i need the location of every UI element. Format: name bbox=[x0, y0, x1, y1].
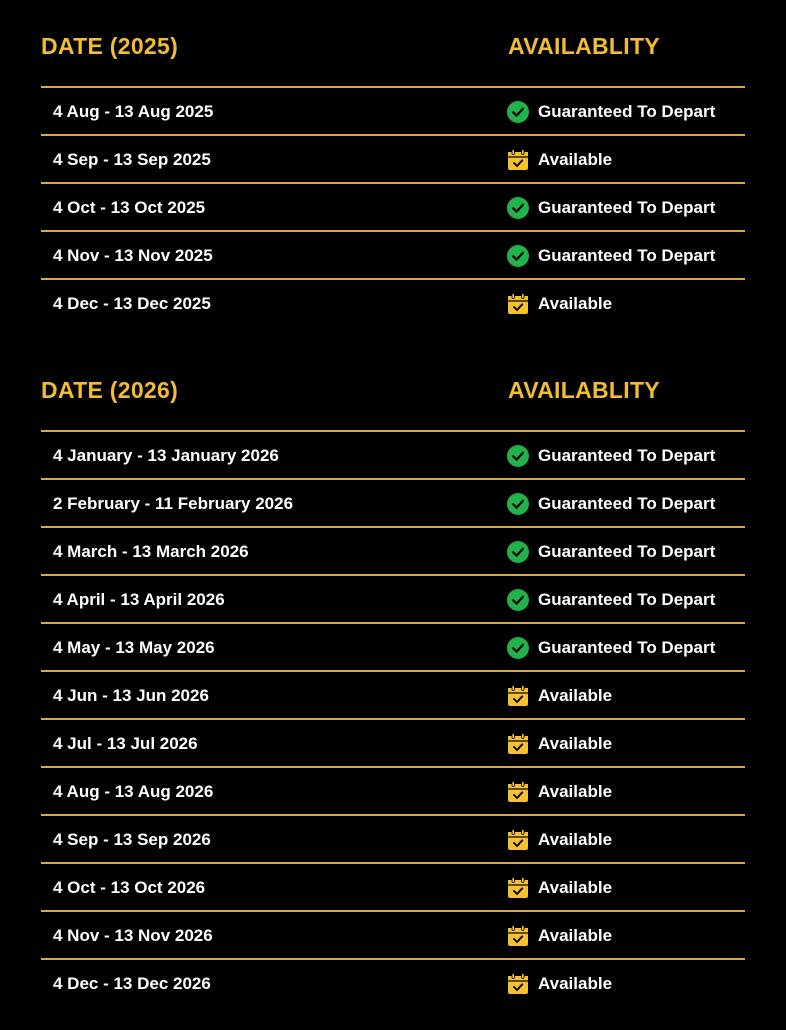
availability-column-heading: AVAILABLITY bbox=[508, 33, 660, 59]
table-row bbox=[41, 136, 745, 184]
table-row bbox=[41, 960, 745, 1008]
calendar-check-icon bbox=[507, 733, 529, 755]
departure-date-range: 4 Oct - 13 Oct 2025 bbox=[53, 198, 206, 217]
availability-status bbox=[507, 876, 612, 900]
table-row bbox=[41, 88, 745, 136]
table-row bbox=[41, 184, 745, 232]
table-row bbox=[41, 280, 745, 328]
departure-date-range: 4 Aug - 13 Aug 2025 bbox=[53, 102, 214, 121]
check-circle-icon bbox=[507, 637, 529, 659]
availability-label: Available bbox=[538, 734, 613, 753]
table-row bbox=[41, 720, 745, 768]
availability-status bbox=[507, 636, 715, 660]
availability-label: Guaranteed To Depart bbox=[538, 590, 716, 609]
table-row bbox=[41, 912, 745, 960]
table-row bbox=[41, 528, 745, 576]
check-circle-icon bbox=[507, 445, 529, 467]
availability-status bbox=[507, 972, 612, 996]
table-rows bbox=[41, 88, 745, 328]
calendar-check-icon bbox=[507, 925, 529, 947]
calendar-check-icon bbox=[507, 685, 529, 707]
departure-date-range: 4 Dec - 13 Dec 2025 bbox=[53, 294, 211, 313]
availability-label: Available bbox=[538, 830, 613, 849]
availability-label: Available bbox=[538, 150, 613, 169]
departure-date-range: 4 May - 13 May 2026 bbox=[53, 638, 215, 657]
availability-status bbox=[507, 540, 715, 564]
availability-status bbox=[507, 684, 612, 708]
table-row bbox=[41, 864, 745, 912]
availability-column-heading: AVAILABLITY bbox=[508, 377, 660, 403]
departure-date-range: 4 Sep - 13 Sep 2026 bbox=[53, 830, 211, 849]
table-row bbox=[41, 624, 745, 672]
availability-label: Available bbox=[538, 294, 613, 313]
availability-label: Guaranteed To Depart bbox=[538, 198, 716, 217]
departure-date-range: 4 Jul - 13 Jul 2026 bbox=[53, 734, 198, 753]
date-column-heading: DATE (2026) bbox=[41, 377, 179, 403]
check-circle-icon bbox=[507, 245, 529, 267]
availability-label: Guaranteed To Depart bbox=[538, 542, 716, 561]
calendar-check-icon bbox=[507, 877, 529, 899]
availability-status bbox=[507, 292, 612, 316]
departure-date-range: 4 Nov - 13 Nov 2025 bbox=[53, 246, 213, 265]
departure-date-range: 4 Dec - 13 Dec 2026 bbox=[53, 974, 211, 993]
availability-label: Guaranteed To Depart bbox=[538, 246, 716, 265]
calendar-check-icon bbox=[507, 293, 529, 315]
availability-status bbox=[507, 828, 612, 852]
availability-status bbox=[507, 924, 612, 948]
availability-status bbox=[507, 196, 715, 220]
table-header bbox=[41, 344, 745, 432]
departure-date-range: 4 Oct - 13 Oct 2026 bbox=[53, 878, 206, 897]
availability-label: Available bbox=[538, 686, 613, 705]
departure-date-range: 4 January - 13 January 2026 bbox=[53, 446, 279, 465]
availability-label: Available bbox=[538, 782, 613, 801]
check-circle-icon bbox=[507, 197, 529, 219]
departure-date-range: 4 Aug - 13 Aug 2026 bbox=[53, 782, 214, 801]
table-row bbox=[41, 816, 745, 864]
departure-date-range: 4 March - 13 March 2026 bbox=[53, 542, 249, 561]
availability-status bbox=[507, 100, 715, 124]
calendar-check-icon bbox=[507, 781, 529, 803]
table-row bbox=[41, 672, 745, 720]
calendar-check-icon bbox=[507, 149, 529, 171]
departure-date-range: 4 April - 13 April 2026 bbox=[53, 590, 225, 609]
date-column-heading: DATE (2025) bbox=[41, 33, 179, 59]
table-row bbox=[41, 768, 745, 816]
availability-label: Guaranteed To Depart bbox=[538, 102, 716, 121]
availability-label: Guaranteed To Depart bbox=[538, 446, 716, 465]
availability-label: Guaranteed To Depart bbox=[538, 494, 716, 513]
departure-date-range: 4 Sep - 13 Sep 2025 bbox=[53, 150, 211, 169]
availability-status bbox=[507, 492, 715, 516]
check-circle-icon bbox=[507, 589, 529, 611]
availability-label: Available bbox=[538, 878, 613, 897]
check-circle-icon bbox=[507, 101, 529, 123]
availability-label: Guaranteed To Depart bbox=[538, 638, 716, 657]
table-row bbox=[41, 232, 745, 280]
availability-status bbox=[507, 444, 715, 468]
availability-status bbox=[507, 244, 715, 268]
check-circle-icon bbox=[507, 541, 529, 563]
table-header bbox=[41, 0, 745, 88]
table-rows bbox=[41, 432, 745, 1008]
departure-date-range: 4 Nov - 13 Nov 2026 bbox=[53, 926, 213, 945]
departure-date-range: 4 Jun - 13 Jun 2026 bbox=[53, 686, 209, 705]
calendar-check-icon bbox=[507, 829, 529, 851]
calendar-check-icon bbox=[507, 973, 529, 995]
departure-date-range: 2 February - 11 February 2026 bbox=[53, 494, 294, 513]
schedule-table-2025 bbox=[41, 0, 745, 328]
schedule-table-2026 bbox=[41, 344, 745, 1008]
table-row bbox=[41, 480, 745, 528]
table-row bbox=[41, 432, 745, 480]
table-row bbox=[41, 576, 745, 624]
availability-label: Available bbox=[538, 926, 613, 945]
availability-status bbox=[507, 780, 612, 804]
check-circle-icon bbox=[507, 493, 529, 515]
availability-status bbox=[507, 148, 612, 172]
availability-status bbox=[507, 732, 612, 756]
availability-label: Available bbox=[538, 974, 613, 993]
availability-status bbox=[507, 588, 715, 612]
